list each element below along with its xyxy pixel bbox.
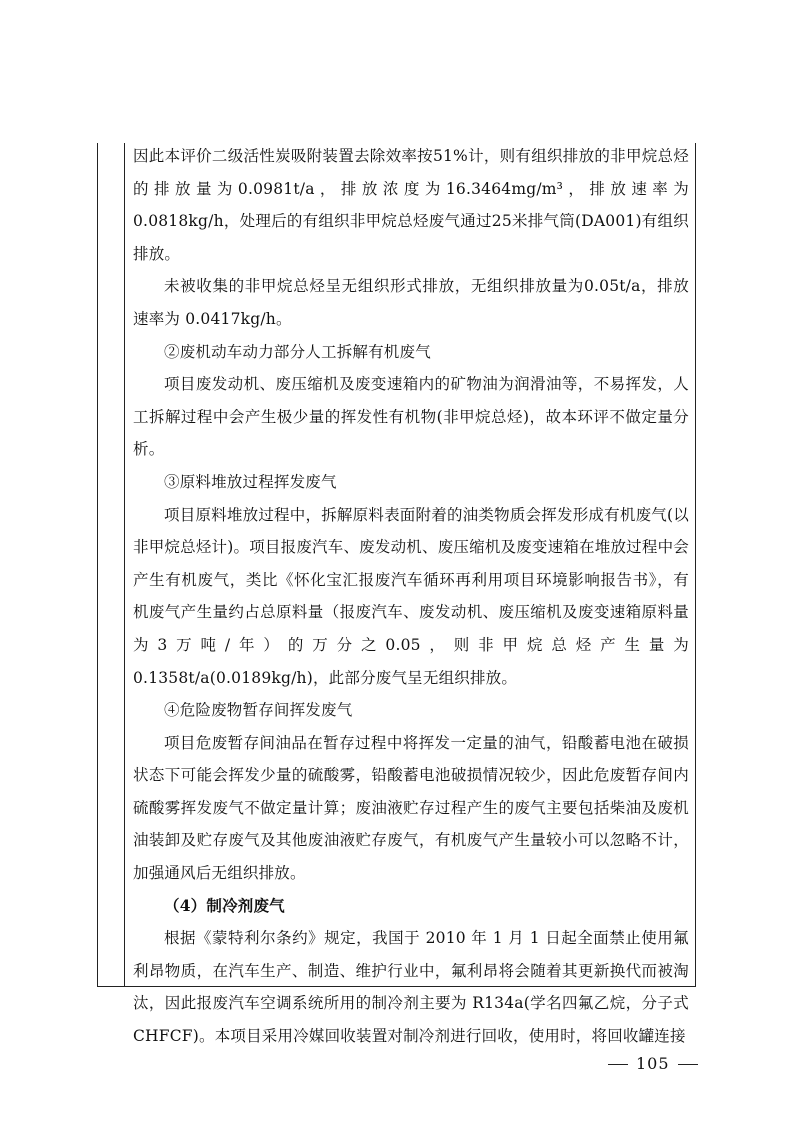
paragraph-unorganized-emission: 未被收集的非甲烷总烃呈无组织形式排放，无组织排放量为0.05t/a，排放速率为 0.0417kg/h。 — [133, 277, 689, 328]
paragraph-hazardous-waste-storage: 项目危废暂存间油品在暂存过程中将挥发一定量的油气，铅酸蓄电池在破损状态下可能会挥发少量的硫酸雾，铅酸蓄电池破损情况较少，因此危废暂存间内硫酸雾挥发废气不做定量计算；废油液贮存过程产生的废气主要包括柴油及废机油装卸及贮存废气及其他废油液贮存废气，有机废气产生量较小可以忽略不计，加强通风后无组织排放。 — [133, 733, 689, 883]
paragraph-manual-dismantling: 项目废发动机、废压缩机及废变速箱内的矿物油为润滑油等，不易挥发，人工拆解过程中会产生极少量的挥发性有机物(非甲烷总烃)，故本环评不做定量分析。 — [133, 375, 689, 459]
subheading-raw-material-stacking: ③原料堆放过程挥发废气 — [164, 472, 337, 491]
section-heading-refrigerant: （4）制冷剂废气 — [164, 895, 285, 915]
table-column-divider — [124, 143, 125, 987]
subheading-manual-dismantling: ②废机动车动力部分人工拆解有机废气 — [164, 342, 431, 361]
page-footer — [600, 1054, 706, 1073]
paragraph-refrigerant: 根据《蒙特利尔条约》规定，我国于 2010 年 1 月 1 日起全面禁止使用氟利昂物质，在汽车生产、制造、维护行业中，氟利昂将会随着其更新换代而被淘汰，因此报废汽车空调系统所用的制冷剂主要为 R134a(学名四氟乙烷，分子式CHFCF)。本项目采用冷媒回收装置对制冷剂进行回收，使用时，将回收罐连接 — [133, 929, 689, 1046]
page-number: 105 — [636, 1054, 670, 1073]
footer-dash-left — [608, 1064, 628, 1065]
document-body — [133, 140, 689, 1053]
footer-dash-right — [678, 1064, 698, 1065]
subheading-hazardous-waste-storage: ④危险废物暂存间挥发废气 — [164, 701, 353, 720]
paragraph-organized-emission: 因此本评价二级活性炭吸附装置去除效率按51%计，则有组织排放的非甲烷总烃的排放量为0.0981t/a，排放浓度为16.3464mg/m³，排放速率为0.0818kg/h，处理后的有组织非甲烷总烃废气通过25米排气筒(DA001)有组织排放。 — [133, 147, 689, 263]
paragraph-raw-material-stacking: 项目原料堆放过程中，拆解原料表面附着的油类物质会挥发形成有机废气(以非甲烷总烃计)。项目报废汽车、废发动机、废压缩机及废变速箱在堆放过程中会产生有机废气，类比《怀化宝汇报废汽车循环再利用项目环境影响报告书》，有机废气产生量约占总原料量（报废汽车、废发动机、废压缩机及废变速箱原料量为3万吨/年）的万分之0.05，则非甲烷总烃产生量为0.1358t/a(0.0189kg/h)，此部分废气呈无组织排放。 — [133, 505, 689, 687]
